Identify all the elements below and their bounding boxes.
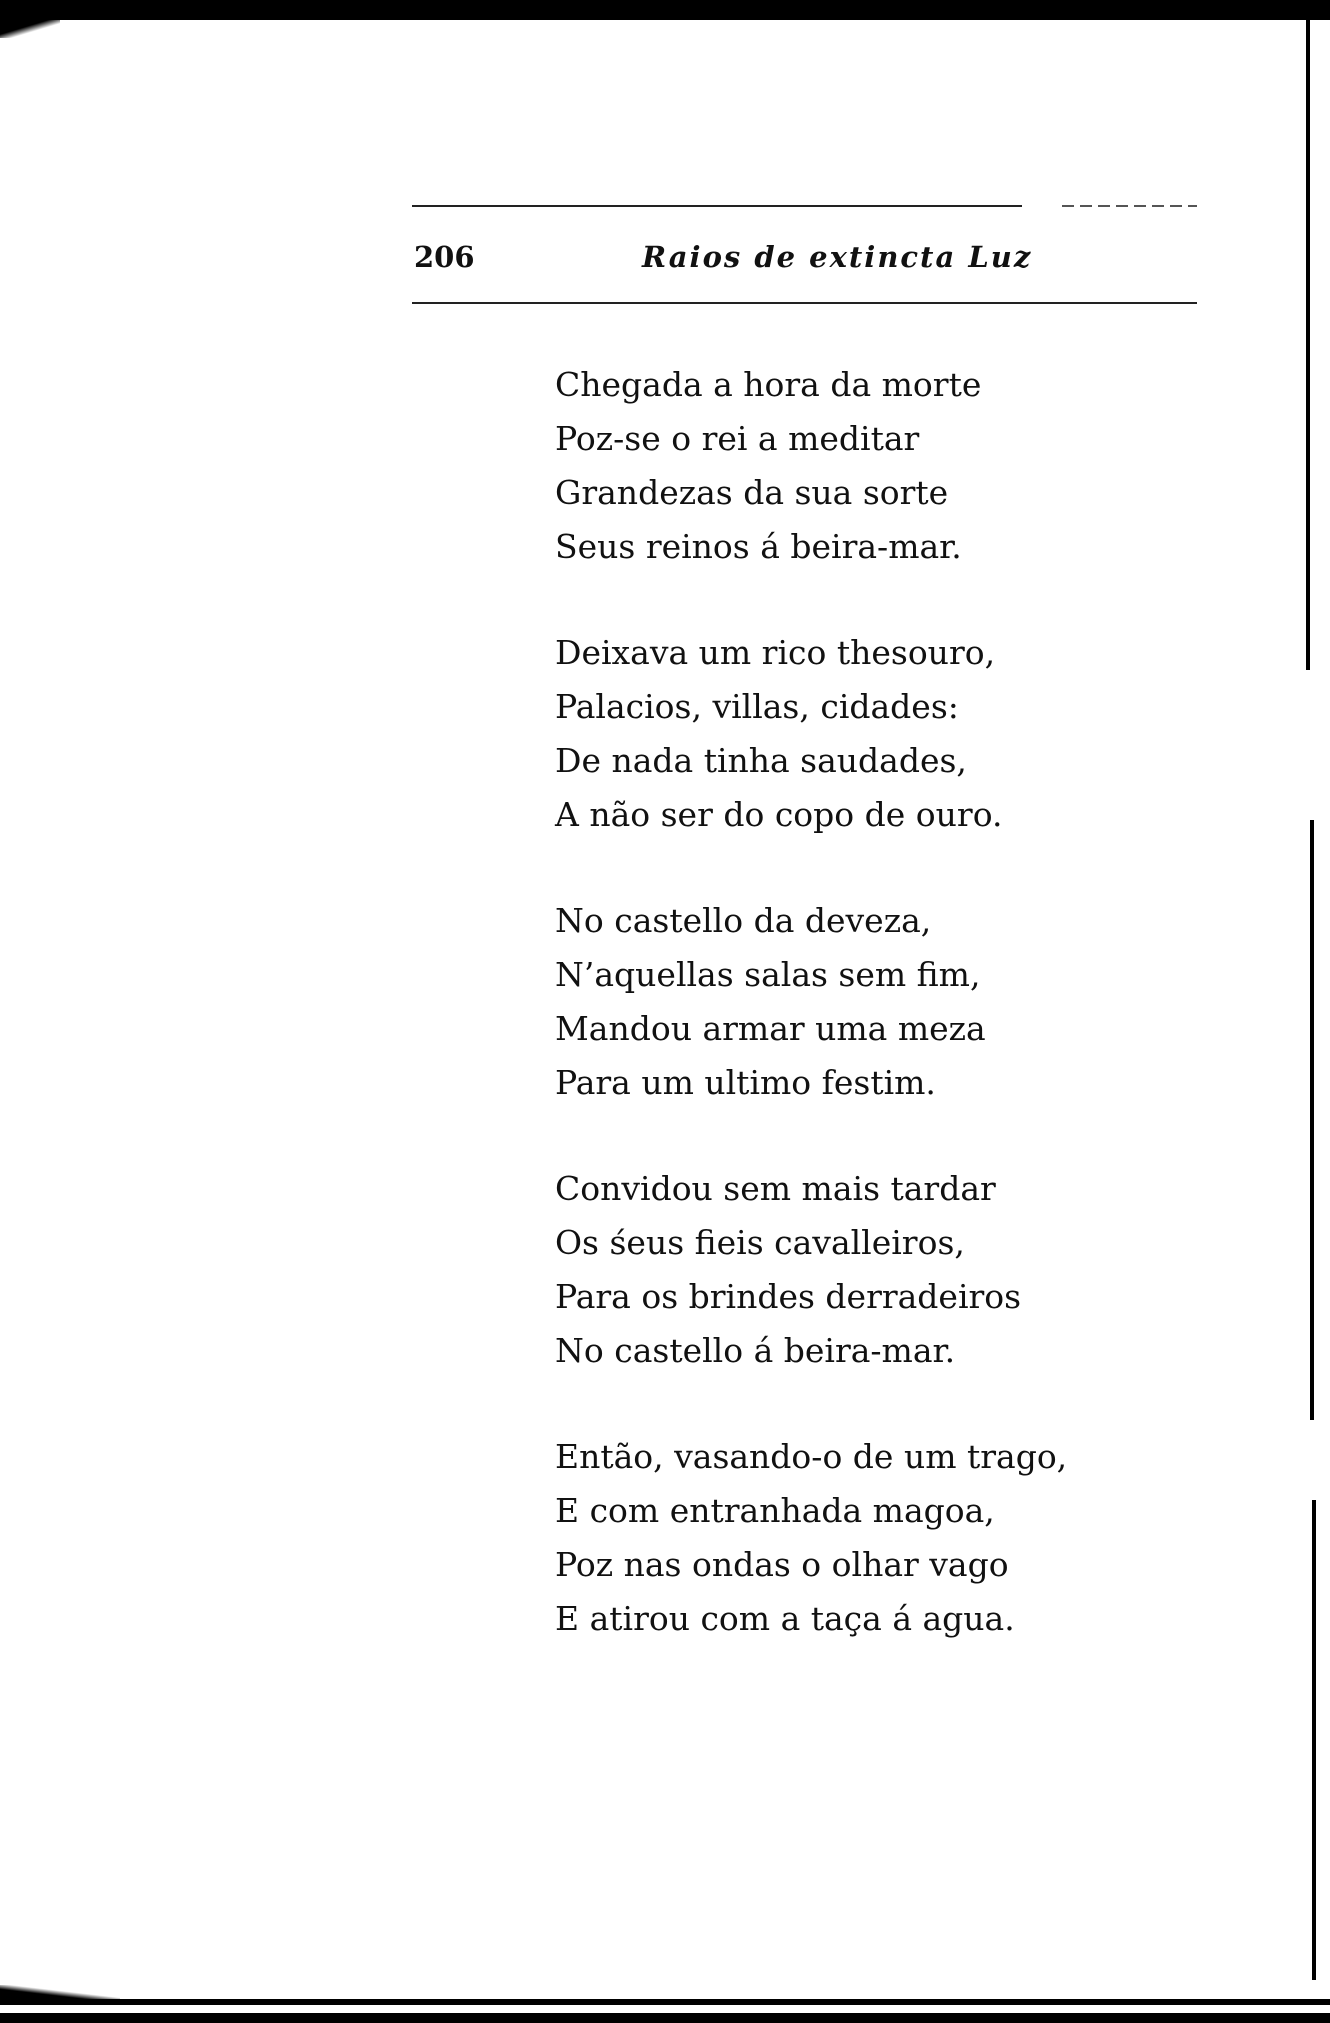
verse-line: Então, vasando-o de um trago, [555, 1437, 1068, 1476]
running-title: Raios de extincta Luz [642, 240, 1033, 274]
page-header [412, 200, 1197, 306]
stanza [555, 358, 1095, 574]
verse-line: Palacios, villas, cidades: [555, 687, 959, 726]
verse-line: E com entranhada magoa, [555, 1491, 995, 1530]
verse-line: Poz nas ondas o olhar vago [555, 1545, 1009, 1584]
verse-line: No castello á beira-mar. [555, 1331, 956, 1370]
scan-border-bottom [0, 2013, 1330, 2023]
verse-line: Convidou sem mais tardar [555, 1169, 996, 1208]
stanza [555, 1162, 1095, 1378]
scan-border-right-lower [1312, 1500, 1316, 1980]
header-rule-top-tail [1062, 205, 1197, 207]
page-number: 206 [414, 240, 475, 274]
verse-line: Os śeus fieis cavalleiros, [555, 1223, 965, 1262]
scan-border-bottom-thin [0, 1999, 1330, 2005]
header-rule-bottom [412, 302, 1197, 304]
verse-line: Mandou armar uma meza [555, 1009, 986, 1048]
scan-border-right-middle [1310, 820, 1314, 1420]
verse-line: No castello da deveza, [555, 901, 932, 940]
scan-border-right-upper [1306, 20, 1310, 670]
scan-border-top [0, 0, 1330, 20]
verse-line: E atirou com a taça á agua. [555, 1599, 1015, 1638]
scan-border-top-wedge [0, 20, 60, 38]
verse-line: Para os brindes derradeiros [555, 1277, 1022, 1316]
verse-line: A não ser do copo de ouro. [555, 795, 1003, 834]
scan-border-bottom-wedge [0, 1985, 120, 1999]
stanza [555, 626, 1095, 842]
verse-line: De nada tinha saudades, [555, 741, 967, 780]
verse-line: Para um ultimo festim. [555, 1063, 936, 1102]
verse-line: N’aquellas salas sem fim, [555, 955, 981, 994]
stanza [555, 894, 1095, 1110]
stanza [555, 1430, 1095, 1646]
header-rule-top [412, 205, 1022, 207]
verse-line: Poz-se o rei a meditar [555, 419, 920, 458]
verse-line: Deixava um rico thesouro, [555, 633, 996, 672]
poem-body [555, 358, 1095, 1646]
verse-line: Seus reinos á beira-mar. [555, 527, 962, 566]
verse-line: Grandezas da sua sorte [555, 473, 949, 512]
verse-line: Chegada a hora da morte [555, 365, 982, 404]
